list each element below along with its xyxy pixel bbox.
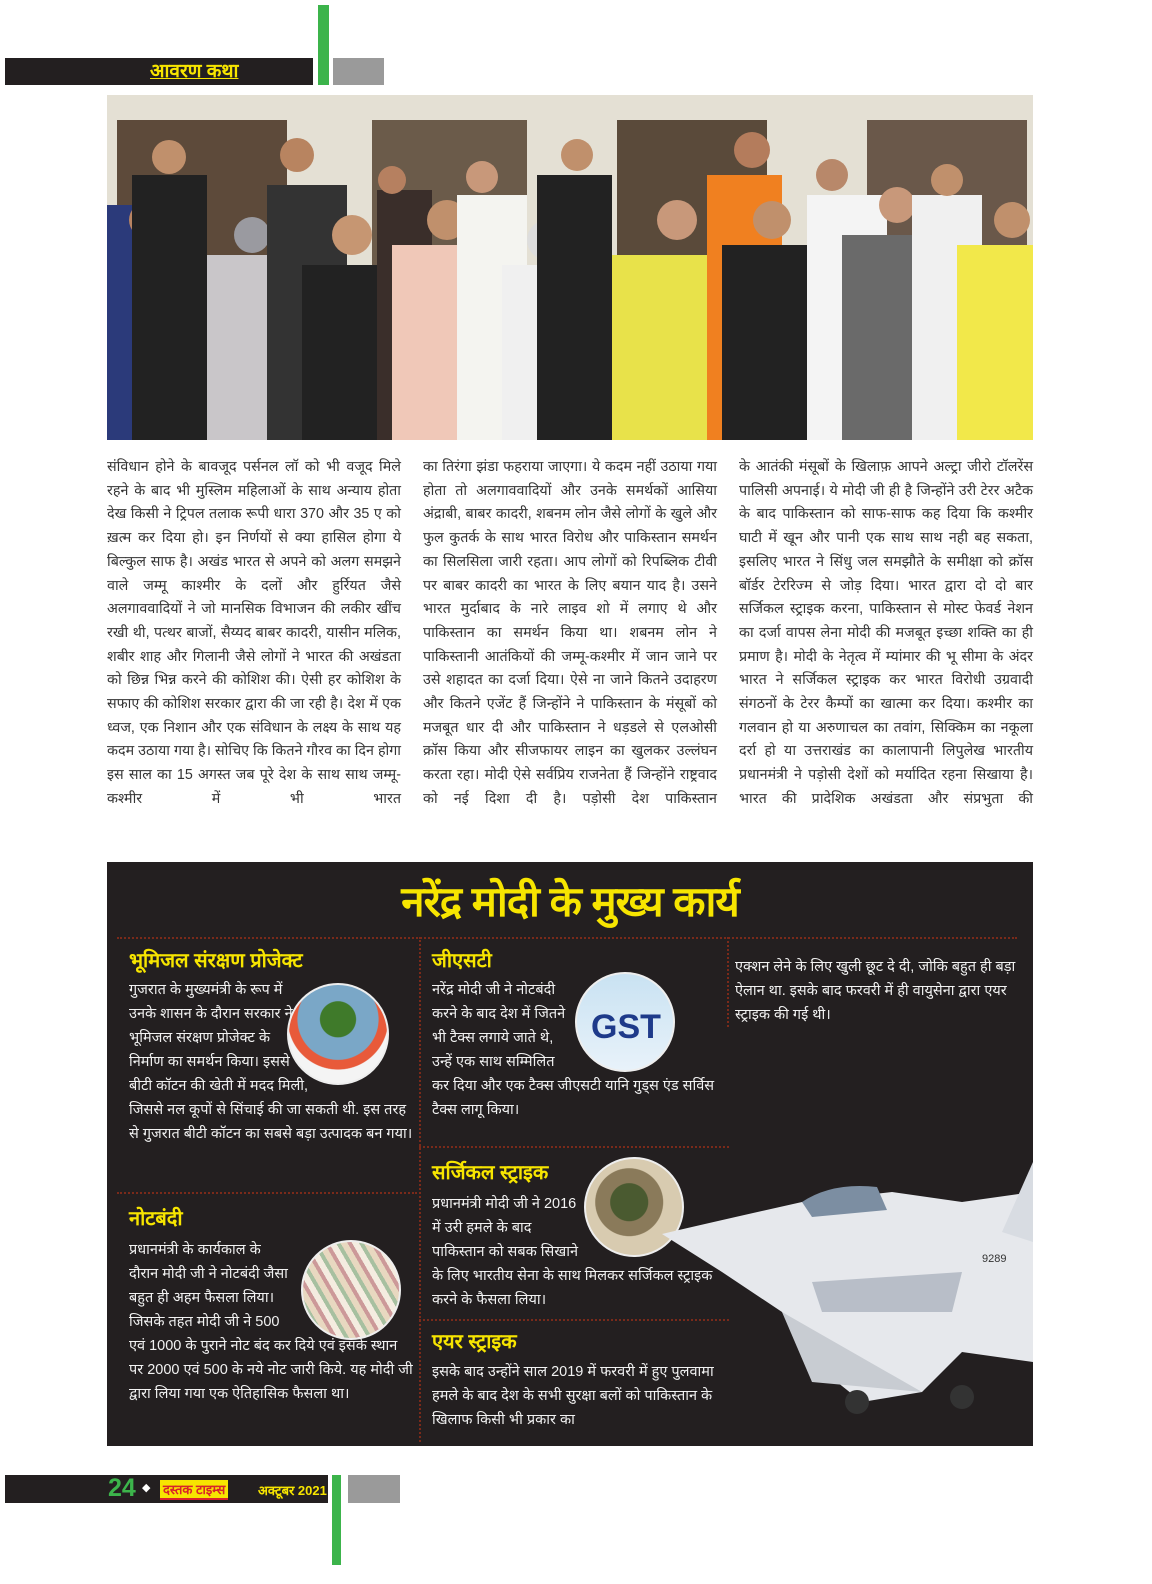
section-text: गुजरात के मुख्यमंत्री के रूप में उनके शासन के दौरान सरकार ने भूमिजल संरक्षण प्रोजेक्ट के निर्माण का समर्थन किया। इससे बीटी कॉटन की खेती में मदद मिली, जिससे नल कूपों से सिंचाई की जा सकती थी. इस तरह से गुजरात बीटी कॉटन का सबसे बड़ा उत्पादक बन गया। [129,982,413,1142]
section-heading-surgical-strike: सर्जिकल स्ट्राइक [432,1162,549,1184]
issue-date: अक्टूबर 2021 [258,1483,327,1498]
gst-image-text: GST [591,1008,661,1046]
section-text: प्रधानमंत्री मोदी जी ने 2016 में उरी हमले के बाद पाकिस्तान को सबक सिखाने के लिए भारतीय सेना के साथ मिलकर सर्जिकल स्ट्राइक करने के फैसला लिया। [432,1196,713,1308]
section-text-air-strike-continued: एक्शन लेने के लिए खुली छूट दे दी, जोकि बहुत ही बड़ा ऐलान था. इसके बाद फरवरी में ही वायुसेना द्वारा एयर स्ट्राइक की गई थी। [735,959,1016,1023]
divider [419,937,421,1442]
section-text-air-strike: इसके बाद उन्होंने साल 2019 में फरवरी में हुए पुलवामा हमले के बाद देश के सभी सुरक्षा बलों को पाकिस्तान के खिलाफ किसी भी प्रकार का [432,1364,714,1428]
footer-accent [332,1475,341,1565]
section-heading-air-strike: एयर स्ट्राइक [432,1331,517,1353]
jet-number: 9289 [982,1253,1007,1265]
group-photo [107,95,1033,440]
article-column-1: संविधान होने के बावजूद पर्सनल लॉ को भी वजूद मिले रहने के बाद भी मुस्लिम महिलाओं के साथ अन्याय होता देख किसी ने ट्रिपल तलाक रूपी धारा 370 और 35 ए को ख़त्म कर दिया हो। इन निर्णयों से क्या हासिल होगा ये बिल्कुल साफ है। अखंड भारत से अपने को अलग समझने वाले जम्मू काश्मीर के दलों और हुर्रियत जैसे अलगाववादियों ने जो मानसिक विभाजन की लकीर खींच रखी थी, पत्थर बाजों, सैय्यद बाबर कादरी, यासीन मलिक, शबीर शाह और गिलानी जैसे लोगों ने भारत की अखंडता को छिन्न भिन्न करने की कोशिश की। ऐसी हर कोशिश के सफाए की कोशिश सरकार द्वारा की जा रही है। देश में एक ध्वज, एक निशान और एक संविधान के लक्ष्य के साथ यह कदम उठाया गया है। सोचिए कि कितने गौरव का दिन होगा इस साल का 15 अगस्त जब पूरे देश के साथ साथ जम्मू-कश्मीर में भी भारत [107,459,401,807]
bullet-icon: ◆ [142,1481,151,1494]
divider [419,1146,729,1148]
section-text-demonetisation [129,1238,414,1406]
header-block [333,58,384,85]
section-heading-gst: जीएसटी [432,950,492,972]
magazine-logo: दस्तक टाइम्स [160,1480,228,1500]
section-text-gst [432,978,722,1122]
section-heading-groundwater: भूमिजल संरक्षण प्रोजेक्ट [129,950,303,972]
page-number: 24 [108,1474,136,1502]
section-heading-demonetisation: नोटबंदी [129,1208,183,1230]
article-column-3: के आतंकी मंसूबों के खिलाफ़ आपने अल्ट्रा जीरो टॉलरेंस पालिसी अपनाई। ये मोदी जी ही है जिन्होंने उरी टेरर अटैक के बाद पाकिस्तान को साफ-साफ कह दिया कि कश्मीर घाटी में खून और पानी एक साथ साथ नही बह सकता, इसलिए भारत ने सिंधु जल समझौते के समीक्षा को क्रॉस बॉर्डर टेररिज्म से जोड़ दिया। भारत द्वारा दो दो बार सर्जिकल स्ट्राइक करना, पाकिस्तान से मोस्ट फेवर्ड नेशन का दर्जा वापस लेना मोदी की मजबूत इच्छा शक्ति का ही प्रमाण है। मोदी के नेतृत्व में म्यांमार की भू सीमा के अंदर भारत ने सर्जिकल स्ट्राइक कर भारत विरोधी उग्रवादी संगठनों के टेरर कैम्पों का खात्मा कर दिया। कश्मीर का गलवान हो या अरुणाचल का तवांग, सिक्किम का नकूला दर्रा हो या उत्तराखंड का कालापानी लिपुलेख भारतीय प्रधानमंत्री ने पड़ोसी देशों को मर्यादित रहना सिखाया है। भारत की प्रादेशिक अखंडता और संप्रभुता की [739,459,1033,807]
section-title: आवरण कथा [150,61,239,82]
highlights-box [107,862,1033,1446]
article-column-2: का तिरंगा झंडा फहराया जाएगा। ये कदम नहीं उठाया गया होता तो अलगाववादियों और उनके समर्थकों आसिया अंद्राबी, बाबर कादरी, शबनम लोन जैसे लोगों के खुले और फुल कुतर्क के साथ भारत विरोध और पाकिस्तान समर्थन का सिलसिला जारी रहता। आप लोगों को रिपब्लिक टीवी पर बाबर कादरी का भारत के लिए बयान याद है। उसने भारत मुर्दाबाद के नारे लाइव शो में लगाए थे और पाकिस्तान का समर्थन किया था। शबनम लोन ने पाकिस्तानी आतंकियों की जम्मू-कश्मीर में जान जाने पर उसे शहादत का दर्जा दिया। ऐसे ना जाने कितने उदाहरण और कितने एजेंट हैं जिन्होंने ने पाकिस्तान के मंसूबों को मजबूत धार दी और पाकिस्तान ने धड़डले से एलओसी क्रॉस किया और सीजफायर लाइन का खुलकर उल्लंघन करता रहा। मोदी ऐसे सर्वप्रिय राजनेता हैं जिन्होंने राष्ट्रवाद को नई दिशा दी है। पड़ोसी देश पाकिस्तान [423,459,717,807]
divider [727,937,729,1027]
divider [117,937,1017,939]
footer-block [348,1475,400,1503]
section-text: प्रधानमंत्री के कार्यकाल के दौरान मोदी जी ने नोटबंदी जैसा बहुत ही अहम फैसला लिया। जिसके तहत मोदी जी ने 500 एवं 1000 के पुराने नोट बंद कर दिये एवं इसके स्थान पर 2000 एवं 500 के नये नोट जारी किये. यह मोदी जी द्वारा लिया गया एक ऐतिहासिक फैसला था। [129,1242,413,1402]
section-text-groundwater [129,978,414,1146]
box-title: नरेंद्र मोदी के मुख्य कार्य [401,878,739,925]
fighter-jet-image [662,1162,1033,1446]
divider [117,1192,417,1194]
section-text: नरेंद्र मोदी जी ने नोटबंदी करने के बाद देश में जितने भी टैक्स लगाये जाते थे, उन्हें एक साथ सम्मिलित कर दिया और एक टैक्स जीएसटी यानि गुड्स एंड सर्विस टैक्स लागू किया। [432,982,715,1118]
header-accent [318,5,329,85]
